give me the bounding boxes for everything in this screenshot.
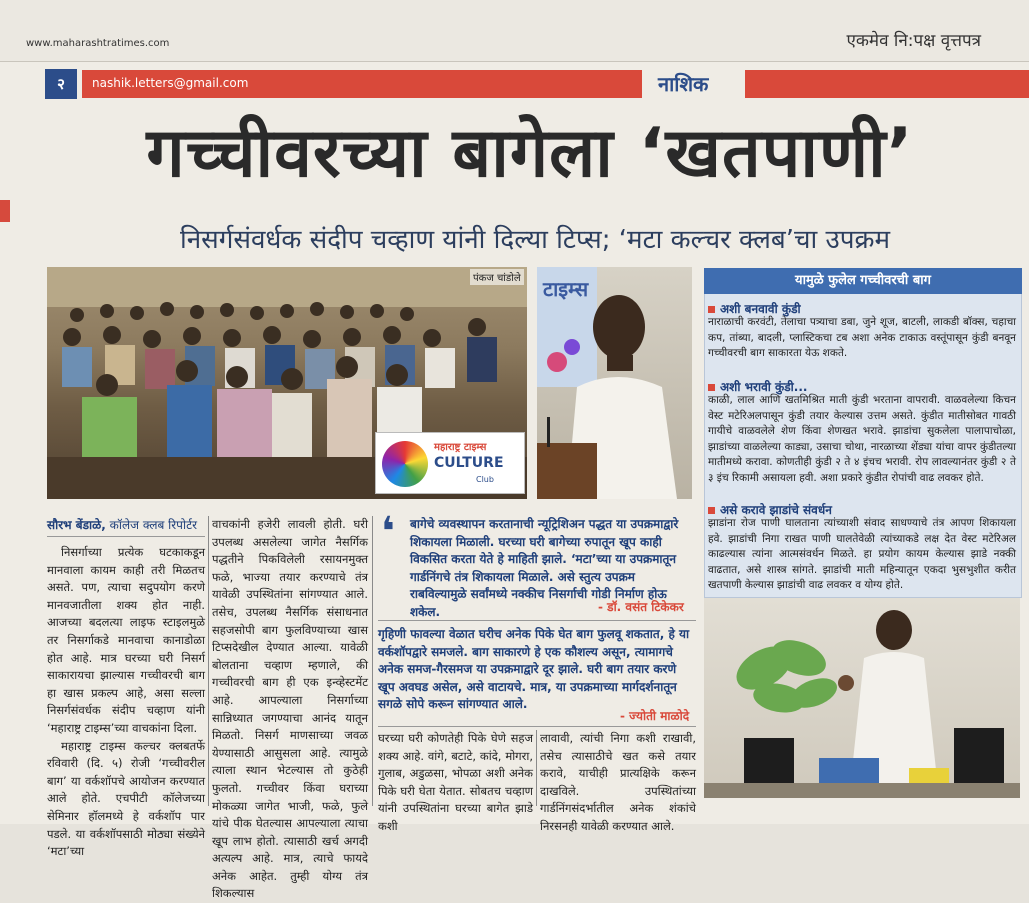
subheadline: निसर्गसंवर्धक संदीप चव्हाण यांनी दिल्या टिप्स; ‘मटा कल्चर क्लब’चा उपक्रम [180, 225, 890, 255]
quote-author: - डॉ. वसंत टिकेकर [598, 600, 684, 614]
article-column-1 [47, 544, 205, 861]
quote-mark-icon: ❛ [381, 509, 395, 555]
column-divider [208, 516, 209, 806]
page-number: २ [45, 69, 77, 99]
paragraph: महाराष्ट्र टाइम्स कल्चर क्लबतर्फे रविवारी (दि. ५) रोजी ‘गच्चीवरील बाग’ या वर्कशॉपचे आयोजन करण्यात आले होते. एचपीटी कॉलेजच्या सेमिनार हॉलमध्ये हे वर्कशॉप पार पडले. या वर्कशॉपसाठी मोठ्या संख्येने ‘मटा’च्या [47, 738, 205, 859]
sidebar-section-title: अशी भरावी कुंडी... [708, 378, 807, 395]
times-logo: टाइम्स [543, 277, 589, 301]
sidebar-section-title: असे करावे झाडांचे संवर्धन [708, 501, 832, 518]
contact-email: nashik.letters@gmail.com [92, 76, 249, 90]
article-column-4 [540, 730, 696, 836]
section-name: नाशिक [658, 72, 709, 96]
quote-rule [378, 620, 696, 621]
photo-credit: पंकज चांडोले [470, 269, 524, 285]
headline: गच्चीवरच्या बागेला ‘खतपाणी’ [146, 114, 914, 193]
section-bar-right [745, 70, 1029, 98]
quote-rule [378, 726, 696, 727]
byline-role: कॉलेज क्लब रिपोर्टर [109, 518, 198, 532]
paragraph: निसर्गाच्या प्रत्येक घटकाकडून मानवाला कायम काही तरी मिळतच असते. पण, त्याचा सदुपयोग करणे मानवजातीला शक्य होत नाही. आजच्या बदलत्या लाइफ स्टाइलमुळे तर निसर्गाकडे मानवाचा कानाडोळा होत आहे. मात्र घरच्या घरी निसर्ग साकारायचा झाल्यास गच्चीवरची बाग हा खास प्रकल्प आहे, असा सल्ला निसर्गसंवर्धक संदीप चव्हाण यांनी ‘महाराष्ट्र टाइम्स’च्या वाचकांना दिला. [47, 545, 205, 735]
quote-author: - ज्योती माळोदे [620, 709, 690, 723]
sidebar-section-text: झाडांना रोज पाणी घालताना त्यांच्याशी संवाद साधण्याचे तंत्र आपण शिकायला हवे. झाडांची निगा राखत पाणी घालतेवेळी त्यांच्याकडे लक्ष देत वेस्ट मटेरिअल काढल्यास त्यांना आत्मसंवर्धन मिळते. हा प्रयोग कायम केल्यास झाडे नक्की वाढतात, असे शास्त्र सांगते. झाडांची माती महिन्यातून एकदा भुसभुशीत करीत खतपाणी केल्यास झाडांची वाढ लवकर व योग्य होते. [708, 517, 1016, 591]
demonstration-illustration [704, 598, 1020, 798]
sidebar-section-text: नाराळाची करवंटी, तेलाचा पत्र्याचा डबा, जुने शूज, बाटली, लाकडी बॉक्स, चहाचा कप, तांब्या, बादली, प्लास्टिकचा टब अशा अनेक टाकाऊ वस्तूंपासून कुंडी बनवून गच्चीवरची बाग साकारता येऊ शकते. [708, 316, 1016, 359]
article-column-2 [212, 516, 368, 903]
reader-quote: बागेचे व्यवस्थापन करतानाची न्यूट्रिशिअन पद्धत या उपक्रमाद्वारे शिकायला मिळाली. घरच्या घरी बागेच्या रुपातून खूप काही विकसित करता येते हे माहिती झाले. ‘मटा’च्या या उपक्रमातून गार्डनिंगचे तंत्र शिकायला मिळाले. असे स्तुत्य उपक्रम राबविल्यामुळे सर्वांमध्ये नक्कीच निसर्गाची गोडी निर्माण होऊ शकेल. [410, 517, 679, 619]
masthead-motto: एकमेव नि:पक्ष वृत्तपत्र [846, 31, 981, 51]
sidebar-section-text: काळी, लाल आणि खतमिश्रित माती कुंडी भरताना वापरावी. वाळवलेल्या किचन वेस्ट मटेरिअलपासून कुंडी तयार केल्यास उत्तम असते. कुंडीत मातीसोबत गावठी गायीचे वाळवलेले शेण किंवा शेणखत भरावे. झाडांचा सुकलेला पालापाचोळा, झाडांच्या वाळलेल्या काड्या, उसाचा चोथा, नारळाच्या शेंड्या यांचा वापर कुंडीतल्या मातीमध्ये करावा. कोणतीही कुंडी २ ते ४ इंचच भरावी. रोप लावल्यानंतर कुंडी २ ते ३ इंच रिकामी असायला हवी. अशा प्रकारे कुंडीत रोपांची वाढ लवकर होते. [708, 394, 1016, 484]
culture-club-subword: Club [476, 475, 494, 484]
sidebar-section-title: अशी बनवावी कुंडी [708, 300, 801, 317]
reader-quote: गृहिणी फावल्या वेळात घरीच अनेक पिके घेत बाग फुलवू शकतात, हे या वर्कशॉपद्वारे समजले. बाग साकारणे हे एक कौशल्य असून, त्यामागचे अनेक समज-गैरसमज या उपक्रमाद्वारे दूर झाले. घरी बाग तयार करणे खूप अवघड असेल, असे वाटायचे. मात्र, या उपक्रमाच्या मार्गदर्शनातून सगळे सोपे करून सांगण्यात आले. [378, 627, 690, 711]
culture-club-brand: महाराष्ट्र टाइम्स [434, 442, 487, 453]
site-url: www.maharashtratimes.com [26, 38, 170, 49]
edge-marker [0, 200, 10, 222]
culture-club-word: CULTURE [434, 455, 504, 471]
byline [47, 516, 197, 533]
paragraph: लावावी, त्यांची निगा कशी राखावी, तसेच त्यासाठीचे खत कसे तयार करावे, याचीही प्रात्यक्षिके करून दाखविले. उपस्थितांच्या गार्डनिंगसंदर्भातील अनेक शंकांचे निरसनही यावेळी करण्यात आले. [540, 731, 696, 833]
column-divider [372, 516, 373, 806]
paragraph: वाचकांनी हजेरी लावली होती. घरी उपलब्ध असलेल्या जागेत नैसर्गिक पद्धतीने पिकविलेली रसायनमुक्त फळे, भाज्या तयार करण्याचे तंत्र यावेळी उपस्थितांना सांगण्यात आले. तसेच, उपलब्ध नैसर्गिक संसाधनात सहजसोपी बाग फुलविण्याच्या खास टिप्सदेखील देण्यात आल्या. यावेळी बोलताना चव्हाण म्हणाले, की गच्चीवरची बाग ही एक इन्व्हेस्टमेंट आहे. आपल्याला निसर्गाच्या सान्निध्यात जगण्याचा आनंद यातून मिळतो. निसर्ग माणसाच्या जवळ येण्यासाठी आसुसला आहे. त्यामुळे त्याला स्थान भेटल्यास तो कुठेही फुलतो. गच्चीवर किंवा घराच्या मोकळ्या जागेत भाजी, फळे, फुले यांचे पीक घेतल्यास आपल्याला त्याचा खूप लाभ होतो. त्यासाठी खर्च अगदी अत्यल्प आहे. मात्र, त्याचे फायदे अनेक आहेत. तुम्ही योग्य तंत्र शिकल्यास [212, 517, 368, 901]
demonstration-photo [704, 598, 1020, 798]
article-column-3 [378, 730, 533, 836]
sidebar-header: यामुळे फुलेल गच्चीवरची बाग [704, 268, 1022, 294]
byline-name: सौरभ बेंडाळे, [47, 518, 106, 532]
byline-rule [47, 536, 205, 537]
column-divider [536, 730, 537, 806]
culture-club-logo [375, 432, 525, 494]
culture-club-emblem [382, 441, 428, 487]
paragraph: घरच्या घरी कोणतेही पिके घेणे सहज शक्य आहे. वांगे, बटाटे, कांदे, मोगरा, गुलाब, अडुळसा, भोपळा अशी अनेक पिके घरी घेता येतात. सोबतच चव्हाण यांनी उपस्थितांना घरच्या बागेत झाडे कशी [378, 731, 533, 833]
speaker-photo [537, 267, 692, 499]
